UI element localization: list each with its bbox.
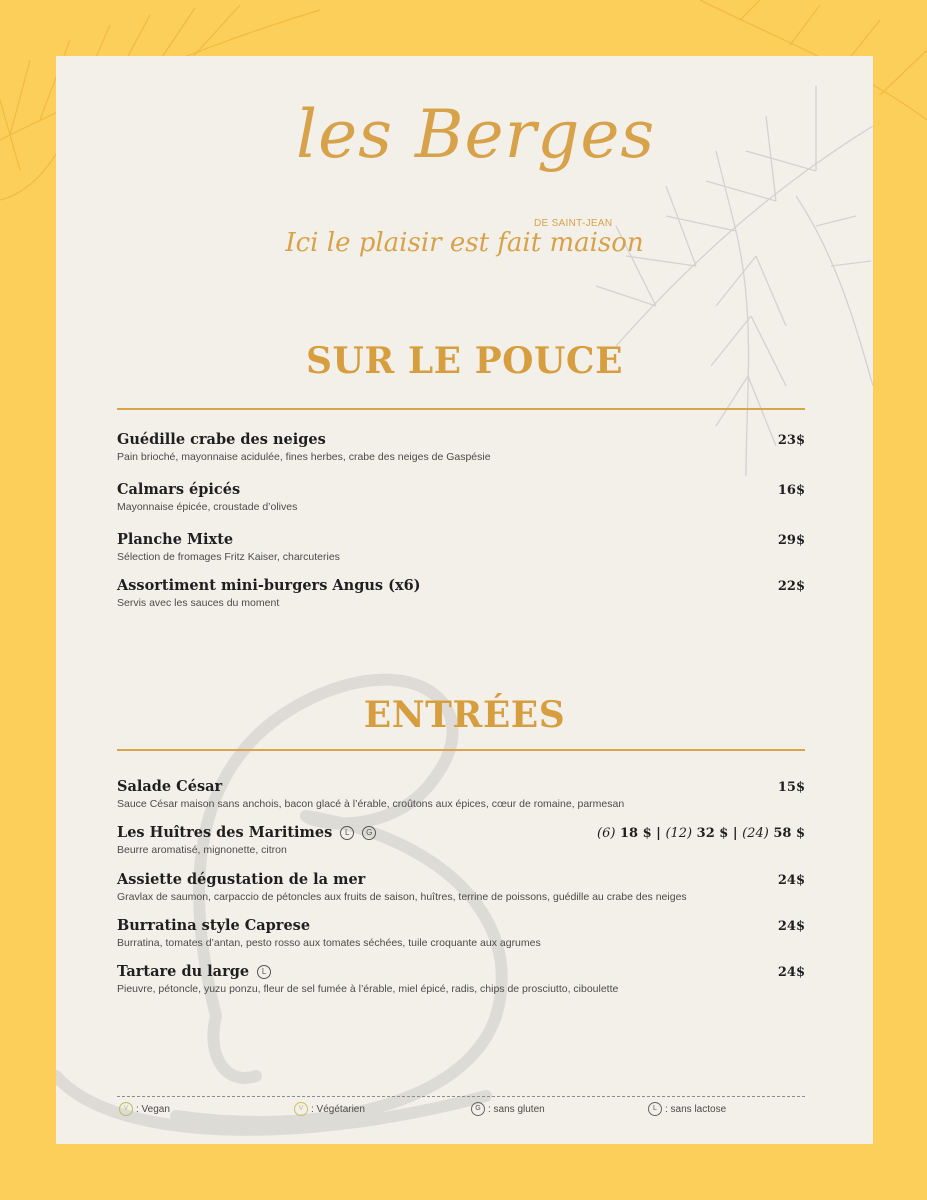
menu-item (117, 871, 805, 903)
logo-wordmark: les Berges (296, 96, 656, 173)
legend-lactose-free (648, 1102, 726, 1116)
item-description: Sauce César maison sans anchois, bacon glacé à l’érable, croûtons aux épices, cœur de romaine, parmesan (117, 798, 625, 810)
price-value: 18 $ (619, 826, 652, 841)
restaurant-logo (296, 96, 656, 229)
vegan-icon: V (119, 1102, 133, 1116)
menu-item (117, 577, 805, 609)
item-name: Guédille crabe des neiges (117, 431, 326, 448)
legend-label: : Végétarien (311, 1103, 365, 1115)
item-price: 24$ (777, 965, 805, 980)
item-name: Calmars épicés (117, 481, 241, 498)
legend-vegan (119, 1102, 170, 1116)
lactose-free-icon: L (648, 1102, 662, 1116)
item-description: Beurre aromatisé, mignonette, citron (117, 844, 287, 856)
menu-page (56, 56, 873, 1144)
price-qty: (24) (742, 826, 769, 841)
item-name-with-badges (117, 963, 271, 980)
menu-item (117, 824, 805, 856)
legend-gluten-free (471, 1102, 545, 1116)
price-value: 58 $ (773, 826, 805, 841)
item-name-with-badges (117, 824, 376, 841)
gluten-free-icon: G (471, 1102, 485, 1116)
item-description: Mayonnaise épicée, croustade d’olives (117, 501, 298, 513)
item-name: Les Huîtres des Maritimes (117, 824, 333, 841)
item-name: Assiette dégustation de la mer (117, 871, 366, 888)
legend-label: : sans lactose (665, 1103, 727, 1115)
lactose-free-icon: L (257, 965, 271, 979)
item-description: Sélection de fromages Fritz Kaiser, charcuteries (117, 551, 340, 563)
menu-item (117, 778, 805, 810)
item-name: Assortiment mini-burgers Angus (x6) (117, 577, 421, 594)
menu-item (117, 531, 805, 563)
lactose-free-icon: L (340, 826, 354, 840)
oyster-price-options: (6) 18 $ | (12) 32 $ | (24) 58 $ (597, 826, 805, 841)
section-title-sur-le-pouce: SUR LE POUCE (305, 340, 624, 382)
logo-subtitle: DE SAINT-JEAN (534, 218, 613, 229)
price-qty: (6) (597, 826, 616, 841)
gluten-free-icon: G (362, 826, 376, 840)
item-name: Salade César (117, 778, 223, 795)
menu-item (117, 963, 805, 995)
menu-item (117, 431, 805, 463)
legend-divider (117, 1096, 805, 1097)
item-price: 15$ (777, 780, 805, 795)
legend-label: : Vegan (136, 1103, 170, 1115)
item-description: Pieuvre, pétoncle, yuzu ponzu, fleur de sel fumée à l’érable, miel épicé, radis, chips de prosciutto, ciboulette (117, 983, 619, 995)
legend-vegetarian (294, 1102, 365, 1116)
item-price: 22$ (777, 579, 805, 594)
price-qty: (12) (665, 826, 693, 841)
item-description: Gravlax de saumon, carpaccio de pétoncles aux fruits de saison, huîtres, terrine de poissons, guédille au crabe des neiges (117, 891, 687, 903)
item-price: 29$ (777, 533, 805, 548)
item-name: Burratina style Caprese (117, 917, 311, 934)
section-divider (117, 408, 805, 410)
item-price: 24$ (777, 919, 805, 934)
menu-item (117, 481, 805, 513)
menu-item (117, 917, 805, 949)
price-value: 32 $ (696, 826, 729, 841)
item-price: 24$ (777, 873, 805, 888)
legend-label: : sans gluten (488, 1103, 545, 1115)
item-description: Burratina, tomates d’antan, pesto rosso aux tomates séchées, tuile croquante aux agrumes (117, 937, 541, 949)
item-description: Servis avec les sauces du moment (117, 597, 280, 609)
item-name: Planche Mixte (117, 531, 234, 548)
vegetarian-icon: V (294, 1102, 308, 1116)
item-price: 16$ (777, 483, 805, 498)
item-description: Pain brioché, mayonnaise acidulée, fines herbes, crabe des neiges de Gaspésie (117, 451, 491, 463)
tagline: Ici le plaisir est fait maison (285, 228, 644, 258)
section-divider (117, 749, 805, 751)
item-price: 23$ (777, 433, 805, 448)
item-name: Tartare du large (117, 963, 250, 980)
section-title-entrees: ENTRÉES (363, 694, 566, 736)
